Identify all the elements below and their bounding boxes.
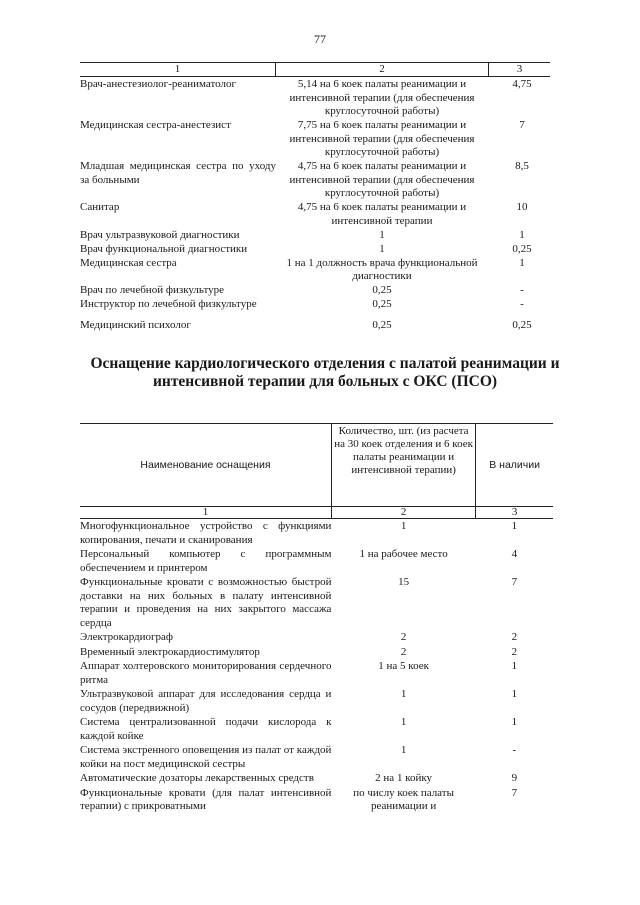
equipment-name: Автоматические дозаторы лекарственных средств: [80, 772, 314, 784]
equipment-available: 1: [511, 688, 518, 700]
staff-norm: 0,25: [372, 284, 392, 296]
staff-header-col-2: 2: [275, 63, 489, 76]
equipment-col-number-3: 3: [476, 507, 553, 519]
staff-position: Инструктор по лечебной физкультуре: [80, 298, 257, 310]
equipment-name: Функциональные кровати с возможностью быстрой доставки на них больных в палату интенсивной терапии и проведения на них закрытого массажа сердца: [80, 576, 332, 629]
staff-table: [80, 62, 550, 332]
staff-row: [80, 257, 550, 284]
equipment-quantity: 1: [400, 688, 407, 700]
equipment-available: 7: [511, 786, 518, 799]
equipment-available: 1: [511, 716, 518, 728]
equipment-row: [80, 786, 553, 814]
equipment-available: -: [512, 744, 517, 756]
equipment-row: [80, 645, 553, 660]
staff-norm: 7,75 на 6 коек палаты реанимации и интенсивной терапии (для обеспечения круглосуточной работы): [289, 119, 475, 158]
staff-table-header: [80, 62, 550, 77]
equipment-quantity: 1: [400, 520, 407, 532]
staff-position: Врач по лечебной физкультуре: [80, 284, 225, 296]
equipment-row: [80, 743, 553, 771]
equipment-quantity: 1 на 5 коек: [378, 660, 429, 672]
staff-header-col-3: 3: [516, 63, 523, 75]
equipment-name: Ультразвуковой аппарат для исследования сердца и сосудов (передвижной): [80, 688, 332, 714]
staff-norm: 1: [379, 242, 385, 255]
equipment-name: Функциональные кровати (для палат интенсивной терапии) с прикроватными: [80, 786, 332, 812]
staff-row: [80, 284, 550, 298]
staff-row: [80, 298, 550, 312]
equipment-available: 9: [511, 772, 518, 784]
equipment-quantity: 15: [398, 576, 410, 588]
staff-norm: 0,25: [372, 318, 392, 331]
equipment-name: Система централизованной подачи кислорода к каждой койке: [80, 716, 332, 742]
staff-row: [80, 243, 550, 257]
equipment-quantity: 2: [400, 631, 407, 643]
equipment-header-quantity: Количество, шт. (из расчета на 30 коек отделения и 6 коек палаты реанимации и интенсивной терапии): [331, 424, 475, 507]
staff-norm: 4,75 на 6 коек палаты реанимации и интенсивной терапии (для обеспечения круглосуточной работы): [289, 160, 475, 199]
staff-norm: 1: [379, 228, 385, 241]
equipment-name: Персональный компьютер с программным обеспечением и принтером: [80, 548, 332, 574]
equipment-quantity: 1: [400, 744, 407, 756]
staff-row: [80, 319, 550, 333]
staff-row: [80, 201, 550, 228]
equipment-row: [80, 519, 553, 548]
equipment-quantity: 1 на рабочее место: [359, 548, 448, 560]
equipment-row: [80, 771, 553, 786]
staff-count: -: [520, 284, 524, 296]
equipment-table-header: [80, 424, 553, 507]
equipment-row: [80, 575, 553, 630]
staff-count: 10: [516, 201, 528, 213]
equipment-quantity: по числу коек палаты реанимации и: [353, 786, 454, 812]
staff-position: Младшая медицинская сестра по уходу за больными: [80, 160, 276, 186]
equipment-available: 2: [511, 631, 518, 643]
equipment-name: Многофункциональное устройство с функциями копирования, печати и сканирования: [80, 520, 332, 546]
equipment-available: 2: [511, 645, 518, 658]
page-number: 77: [314, 32, 326, 46]
staff-position: Медицинская сестра: [80, 256, 177, 269]
equipment-quantity: 2: [400, 645, 407, 658]
section-title: Оснащение кардиологического отделения с палатой реанимации и интенсивной терапии для больных с ОКС (ПСО): [90, 355, 560, 390]
equipment-header-name: Наименование оснащения: [80, 424, 331, 507]
equipment-available: 7: [511, 576, 518, 588]
staff-row: [80, 160, 550, 201]
equipment-table: [80, 423, 553, 814]
staff-row: [80, 78, 550, 119]
equipment-table-column-numbers: [80, 507, 553, 519]
staff-count: 4,75: [512, 78, 532, 90]
equipment-quantity: 1: [400, 716, 407, 728]
staff-count: 0,25: [512, 242, 532, 255]
staff-count: 7: [519, 119, 525, 131]
equipment-name: Временный электрокардиостимулятор: [80, 645, 260, 658]
equipment-col-number-1: 1: [80, 507, 331, 519]
equipment-name: Аппарат холтеровского мониторирования сердечного ритма: [80, 660, 332, 686]
equipment-row: [80, 630, 553, 645]
equipment-name: Электрокардиограф: [80, 631, 174, 643]
staff-norm: 0,25: [372, 298, 392, 310]
staff-count: 8,5: [515, 160, 529, 172]
equipment-header-available: В наличии: [476, 424, 553, 507]
staff-row: [80, 119, 550, 160]
staff-row: [80, 229, 550, 243]
equipment-row: [80, 687, 553, 715]
staff-norm: 4,75 на 6 коек палаты реанимации и интенсивной терапии: [297, 201, 467, 227]
staff-norm: 1 на 1 должность врача функциональной диагностики: [286, 256, 478, 282]
staff-position: Медицинский психолог: [80, 318, 191, 331]
staff-position: Врач ультразвуковой диагностики: [80, 228, 240, 241]
equipment-row: [80, 659, 553, 687]
staff-count: -: [520, 298, 524, 310]
staff-count: 1: [519, 256, 525, 269]
staff-count: 1: [519, 228, 525, 241]
equipment-available: 1: [511, 520, 518, 532]
staff-count: 0,25: [512, 318, 532, 331]
equipment-col-number-2: 2: [331, 507, 475, 519]
equipment-row: [80, 547, 553, 575]
staff-position: Медицинская сестра-анестезист: [80, 119, 231, 131]
equipment-quantity: 2 на 1 койку: [375, 772, 433, 784]
equipment-available: 4: [511, 548, 518, 560]
staff-position: Санитар: [80, 201, 120, 213]
staff-position: Врач функциональной диагностики: [80, 242, 248, 255]
equipment-name: Система экстренного оповещения из палат от каждой койки на пост медицинской сестры: [80, 744, 332, 770]
equipment-available: 1: [511, 660, 518, 672]
staff-norm: 5,14 на 6 коек палаты реанимации и интенсивной терапии (для обеспечения круглосуточной работы): [289, 78, 475, 117]
staff-header-col-1: 1: [174, 63, 181, 75]
staff-position: Врач-анестезиолог-реаниматолог: [80, 78, 237, 90]
equipment-row: [80, 715, 553, 743]
